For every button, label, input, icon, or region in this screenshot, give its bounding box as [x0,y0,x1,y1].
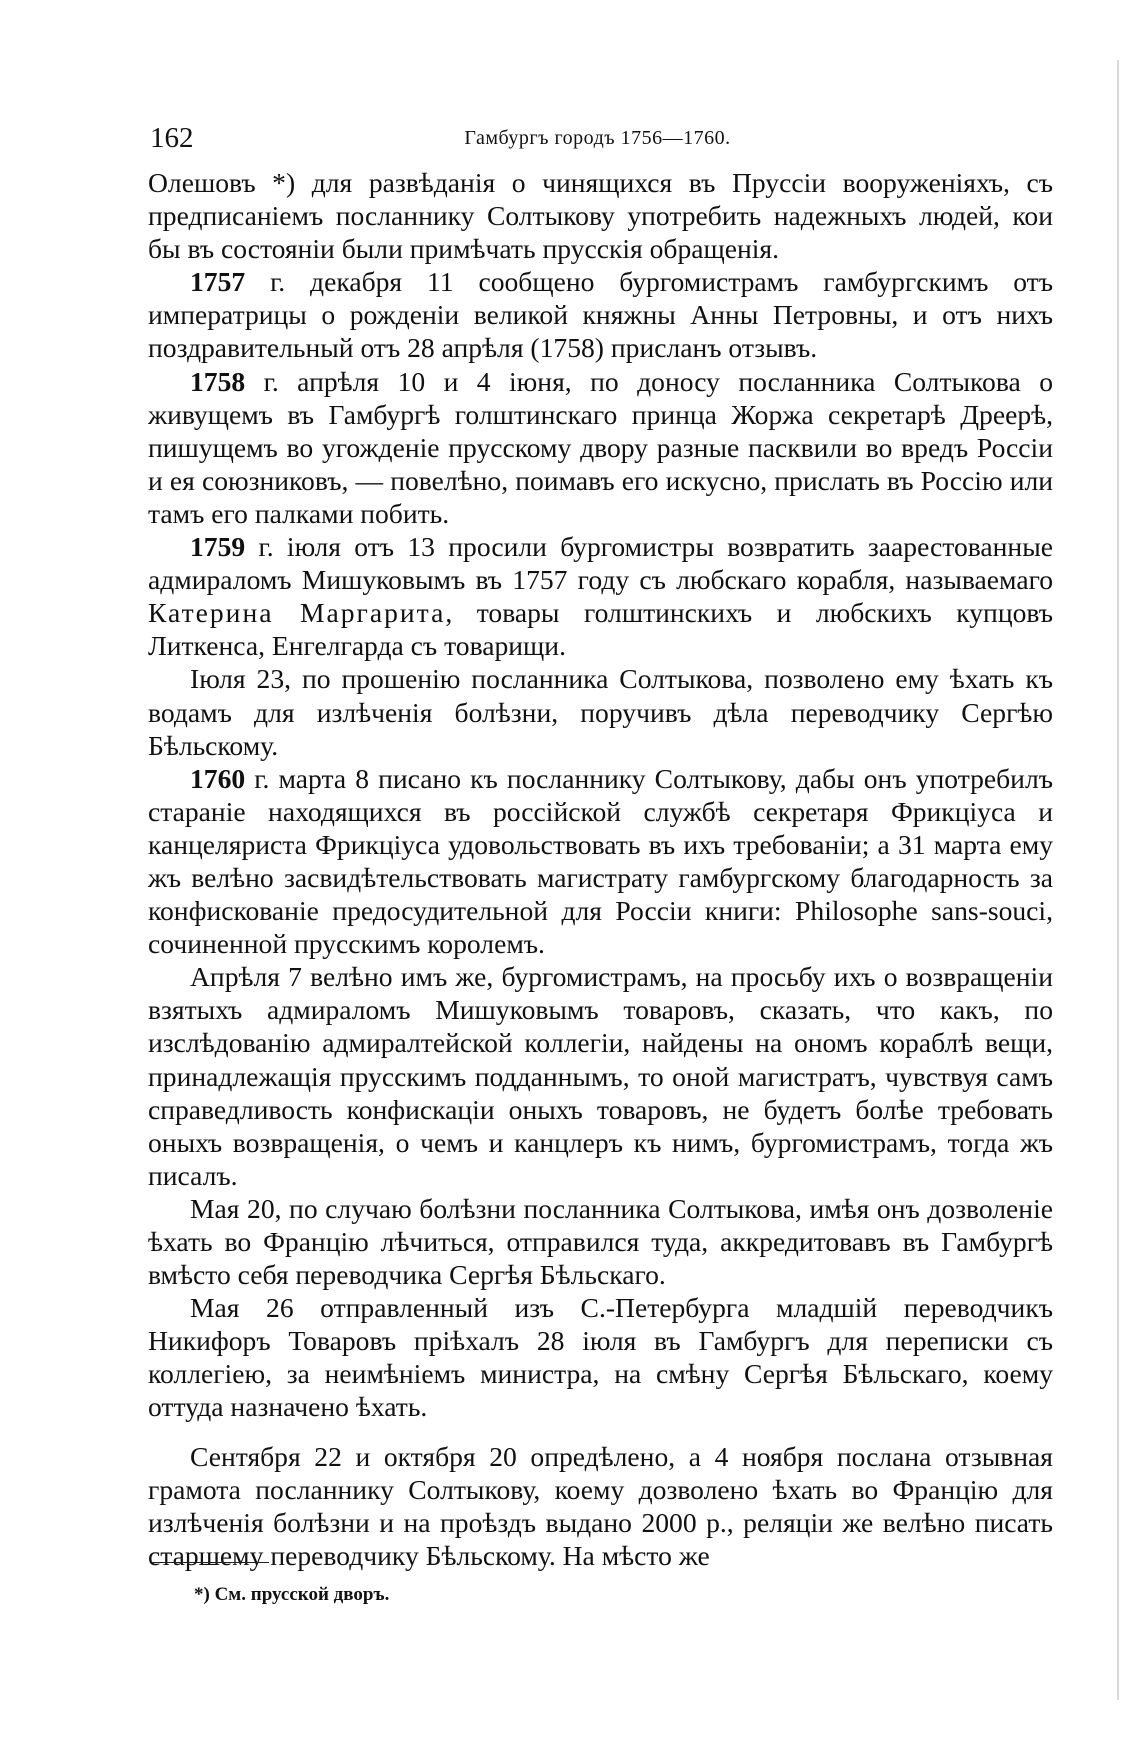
paragraph-1758: 1758 г. апрѣля 10 и 4 іюня, по доносу посланника Солтыкова о живущемъ въ Гамбургѣ голштинскаго принца Жоржа секретарѣ Дреерѣ, пишущемъ во угожденіе прусскому двору разные пасквили во вредъ Россіи и ея союзниковъ, — повелѣно, поимавъ его искусно, прислать въ Россію или тамъ его палками побить. [148,365,1053,529]
year-label: 1758 [190,365,246,397]
year-label: 1760 [190,762,246,794]
paragraph-1: Олешовъ *) для развѣданія о чинящихся въ Пруссіи вооруженіяхъ, съ предписаніемъ посланнику Солтыкову употребить надежныхъ людей, кои бы въ состояніи были примѣчать прусскія обращенія. [148,167,1053,265]
running-title: Гамбургъ городъ 1756—1760. [464,127,731,149]
main-text [148,166,1053,1572]
year-label: 1757 [190,266,246,298]
page-number: 162 [150,122,194,154]
paragraph-1757: 1757 г. декабря 11 сообщено бургомистрамъ гамбургскимъ отъ императрицы о рожденіи великой княжны Анны Петровны, и отъ нихъ поздравительный отъ 28 апрѣля (1758) присланъ отзывъ. [148,266,1053,364]
footnote-rule [152,1562,269,1563]
paragraph-may-20: Мая 20, по случаю болѣзни посланника Солтыкова, имѣя онъ дозволеніе ѣхать во Францію лѣчиться, отправился туда, аккредитовавъ въ Гамбургѣ вмѣсто себя переводчика Сергѣя Бѣльскаго. [148,1192,1053,1291]
paragraph-1760: 1760 г. марта 8 писано къ посланнику Солтыкову, дабы онъ употребилъ стараніе находящихся въ россійской службѣ секретаря Фрикціуса и канцеляриста Фрикціуса удовольствовать въ ихъ требованіи; а 31 марта ему жъ велѣно засвидѣтельствовать магистрату гамбургскому благодарность за конфискованіе предосудительной для Россіи книги: Philosophe sans-souci, сочиненной прусскимъ королемъ. [148,762,1053,960]
paragraph-april-7: Апрѣля 7 велѣно имъ же, бургомистрамъ, на просьбу ихъ о возвращеніи взятыхъ адмираломъ Мишуковымъ товаровъ, сказать, что какъ, по изслѣдованію адмиралтейской коллегіи, найдены на ономъ кораблѣ вещи, принадлежащія прусскимъ подданнымъ, то оной магистратъ, чувствуя самъ справедливость конфискаціи оныхъ товаровъ, не будетъ болѣе требовать оныхъ возвращенія, о чемъ и канцлеръ къ нимъ, бургомистрамъ, тогда жъ писалъ. [148,961,1053,1191]
year-label: 1759 [190,531,246,563]
footnote: *) См. прусской дворъ. [194,1584,390,1605]
scan-edge-line [1117,60,1119,1700]
paragraph-may-26: Мая 26 отправленный изъ С.-Петербурга младшій переводчикъ Никифоръ Товаровъ пріѣхалъ 28 іюля въ Гамбургъ для переписки съ коллегіею, за неимѣніемъ министра, на смѣну Сергѣя Бѣльскаго, коему оттуда назначено ѣхать. [148,1292,1053,1423]
paragraph-1759: 1759 г. іюля отъ 13 просили бургомистры возвратить заарестованные адмираломъ Мишуковымъ въ 1757 году съ любскаго корабля, называемаго Катерина Маргарита, товары голштинскихъ и любскихъ купцовъ Литкенса, Енгелгарда съ товарищи. [148,531,1053,662]
paragraph-july-23: Іюля 23, по прошенію посланника Солтыкова, позволено ему ѣхать къ водамъ для излѣченія болѣзни, поручивъ дѣла переводчику Сергѣю Бѣльскому. [148,663,1053,761]
page-header [150,118,1045,158]
ship-name: Катерина Маргарита [148,597,446,629]
paragraph-september-22: Сентября 22 и октября 20 опредѣлено, а 4 ноября послана отзывная грамота посланнику Солтыкову, коему дозволено ѣхать во Францію для излѣченія болѣзни и на проѣздъ выдано 2000 р., реляціи же велѣно писать старшему переводчику Бѣльскому. На мѣсто же [148,1440,1053,1571]
